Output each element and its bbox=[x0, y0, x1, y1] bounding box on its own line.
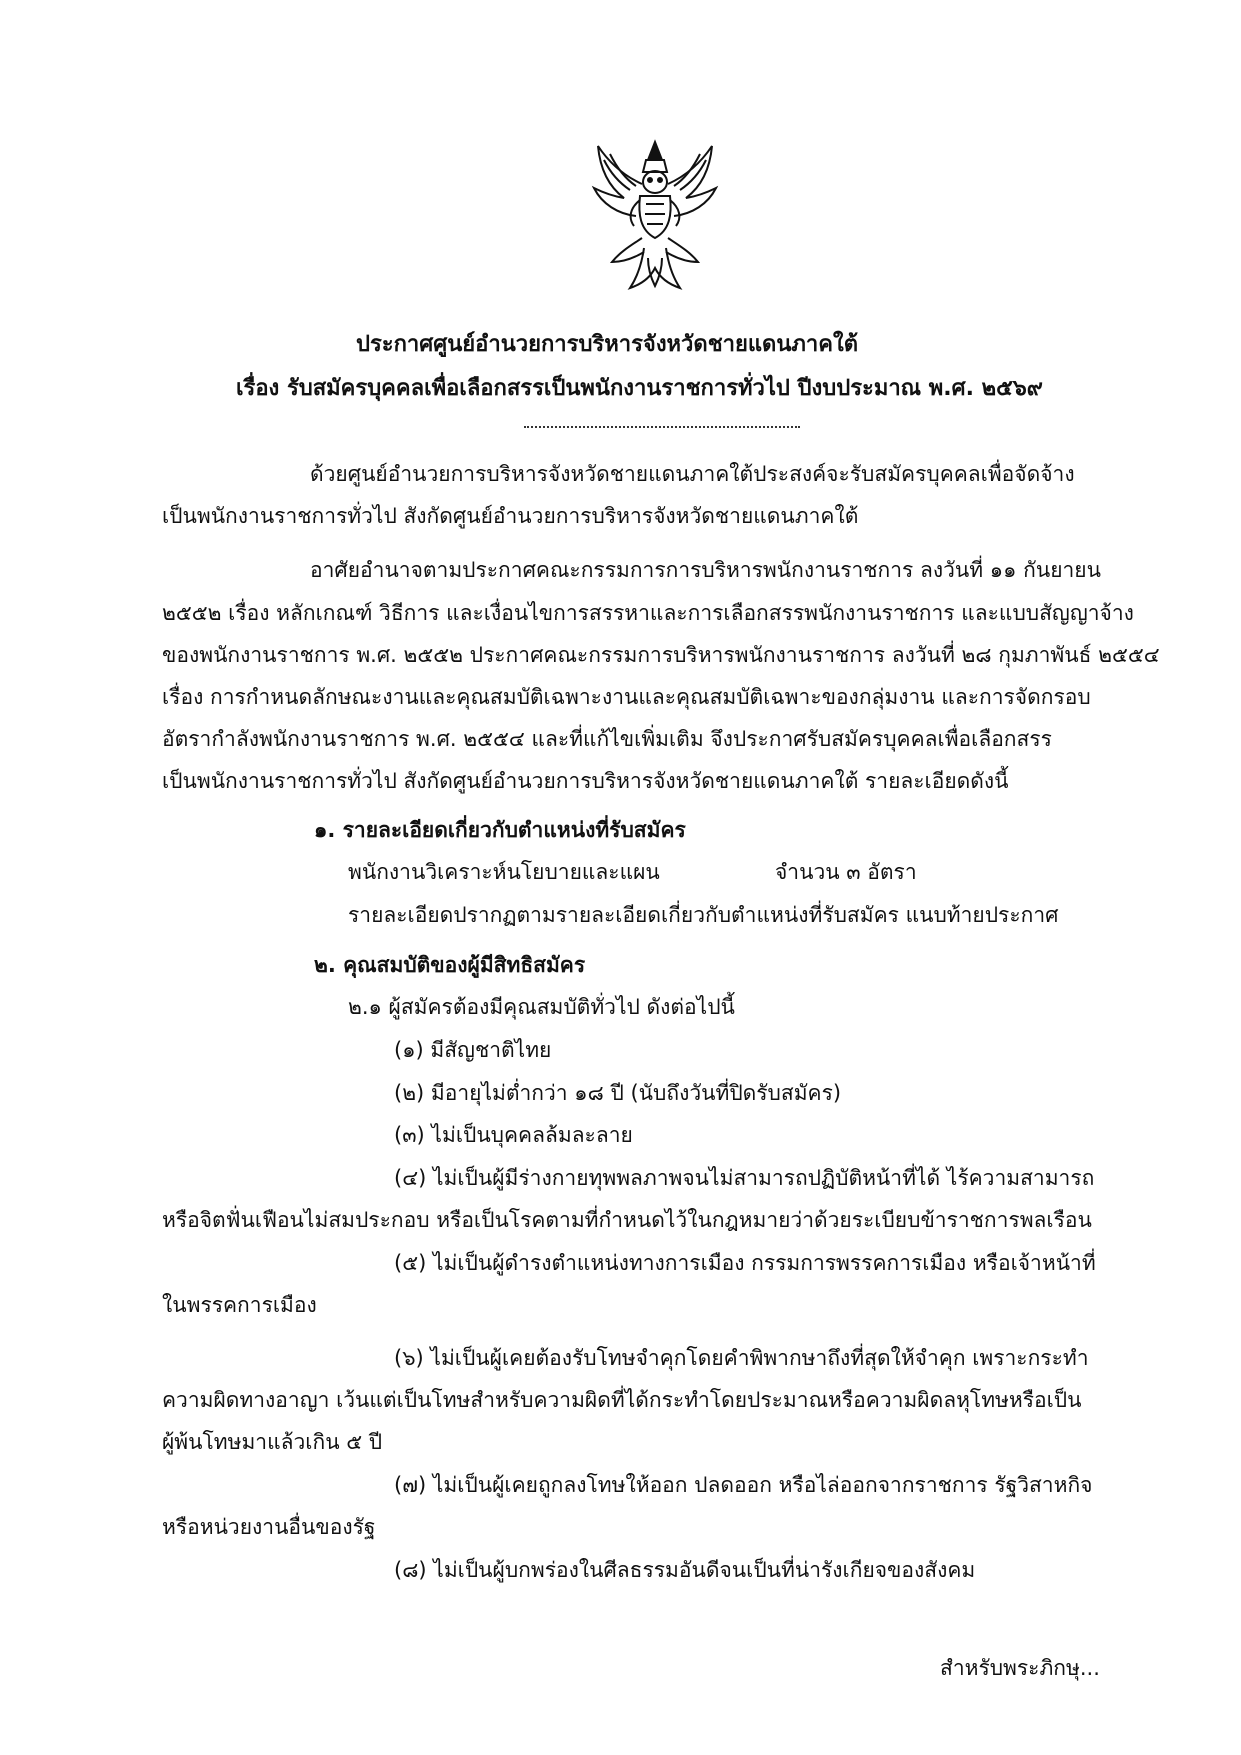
intro-paragraph-2-line-4: เรื่อง การกำหนดลักษณะงานและคุณสมบัติเฉพาะงานและคุณสมบัติเฉพาะของกลุ่มงาน และการจัดกรอบ bbox=[162, 685, 1091, 709]
qualification-6-line-1: (๖) ไม่เป็นผู้เคยต้องรับโทษจำคุกโดยคำพิพากษาถึงที่สุดให้จำคุก เพราะกระทำ bbox=[394, 1346, 1089, 1370]
qualification-4-line-2: หรือจิตฟั่นเฟือนไม่สมประกอบ หรือเป็นโรคตามที่กำหนดไว้ในกฎหมายว่าด้วยระเบียบข้าราชการพลเรือน bbox=[162, 1208, 1092, 1232]
intro-paragraph-1-line-2: เป็นพนักงานราชการทั่วไป สังกัดศูนย์อำนวยการบริหารจังหวัดชายแดนภาคใต้ bbox=[162, 504, 859, 528]
qualification-8: (๘) ไม่เป็นผู้บกพร่องในศีลธรรมอันดีจนเป็นที่น่ารังเกียจของสังคม bbox=[394, 1558, 976, 1582]
section-1-heading: ๑. รายละเอียดเกี่ยวกับตำแหน่งที่รับสมัคร bbox=[314, 818, 686, 842]
qualification-6-line-3: ผู้พ้นโทษมาแล้วเกิน ๕ ปี bbox=[162, 1430, 383, 1454]
title-divider bbox=[524, 426, 800, 428]
position-detail-note: รายละเอียดปรากฏตามรายละเอียดเกี่ยวกับตำแหน่งที่รับสมัคร แนบท้ายประกาศ bbox=[348, 903, 1059, 927]
qualification-6-line-2: ความผิดทางอาญา เว้นแต่เป็นโทษสำหรับความผิดที่ได้กระทำโดยประมาณหรือความผิดลหุโทษหรือเป็น bbox=[162, 1388, 1082, 1412]
position-count: จำนวน ๓ อัตรา bbox=[775, 860, 917, 884]
announcement-title-line2: เรื่อง รับสมัครบุคคลเพื่อเลือกสรรเป็นพนักงานราชการทั่วไป ปีงบประมาณ พ.ศ. ๒๕๖๙ bbox=[236, 376, 1043, 401]
qualification-3: (๓) ไม่เป็นบุคคลล้มละลาย bbox=[394, 1123, 633, 1147]
intro-paragraph-2-line-2: ๒๕๕๒ เรื่อง หลักเกณฑ์ วิธีการ และเงื่อนไขการสรรหาและการเลือกสรรพนักงานราชการ และแบบสัญญาจ้าง bbox=[162, 601, 1134, 625]
garuda-emblem-icon bbox=[590, 138, 720, 298]
section-2-heading: ๒. คุณสมบัติของผู้มีสิทธิสมัคร bbox=[314, 953, 586, 977]
intro-paragraph-2-line-6: เป็นพนักงานราชการทั่วไป สังกัดศูนย์อำนวยการบริหารจังหวัดชายแดนภาคใต้ รายละเอียดดังนี้ bbox=[162, 769, 1009, 793]
qualification-5-line-1: (๕) ไม่เป็นผู้ดำรงตำแหน่งทางการเมือง กรรมการพรรคการเมือง หรือเจ้าหน้าที่ bbox=[394, 1251, 1096, 1275]
qualification-7-line-2: หรือหน่วยงานอื่นของรัฐ bbox=[162, 1515, 376, 1539]
page-continuation: สำหรับพระภิกษุ... bbox=[940, 1656, 1100, 1680]
announcement-title-line1: ประกาศศูนย์อำนวยการบริหารจังหวัดชายแดนภาคใต้ bbox=[356, 332, 858, 357]
intro-paragraph-2-line-1: อาศัยอำนาจตามประกาศคณะกรรมการการบริหารพนักงานราชการ ลงวันที่ ๑๑ กันยายน bbox=[310, 558, 1101, 582]
intro-paragraph-1-line-1: ด้วยศูนย์อำนวยการบริหารจังหวัดชายแดนภาคใต้ประสงค์จะรับสมัครบุคคลเพื่อจัดจ้าง bbox=[310, 462, 1075, 486]
qualification-2: (๒) มีอายุไม่ต่ำกว่า ๑๘ ปี (นับถึงวันที่ปิดรับสมัคร) bbox=[394, 1081, 842, 1105]
qualification-5-line-2: ในพรรคการเมือง bbox=[162, 1293, 317, 1317]
qualification-7-line-1: (๗) ไม่เป็นผู้เคยถูกลงโทษให้ออก ปลดออก หรือไล่ออกจากราชการ รัฐวิสาหกิจ bbox=[394, 1473, 1093, 1497]
intro-paragraph-2-line-5: อัตรากำลังพนักงานราชการ พ.ศ. ๒๕๕๔ และที่แก้ไขเพิ่มเติม จึงประกาศรับสมัครบุคคลเพื่อเลือกสรร bbox=[162, 727, 1052, 751]
section-2-1-heading: ๒.๑ ผู้สมัครต้องมีคุณสมบัติทั่วไป ดังต่อไปนี้ bbox=[348, 995, 735, 1019]
qualification-4-line-1: (๔) ไม่เป็นผู้มีร่างกายทุพพลภาพจนไม่สามารถปฏิบัติหน้าที่ได้ ไร้ความสามารถ bbox=[394, 1166, 1095, 1190]
position-name: พนักงานวิเคราะห์นโยบายและแผน bbox=[348, 860, 660, 884]
qualification-1: (๑) มีสัญชาติไทย bbox=[394, 1038, 552, 1062]
intro-paragraph-2-line-3: ของพนักงานราชการ พ.ศ. ๒๕๕๒ ประกาศคณะกรรมการบริหารพนักงานราชการ ลงวันที่ ๒๘ กุมภาพันธ์ ๒๕๕๔ bbox=[162, 643, 1160, 667]
